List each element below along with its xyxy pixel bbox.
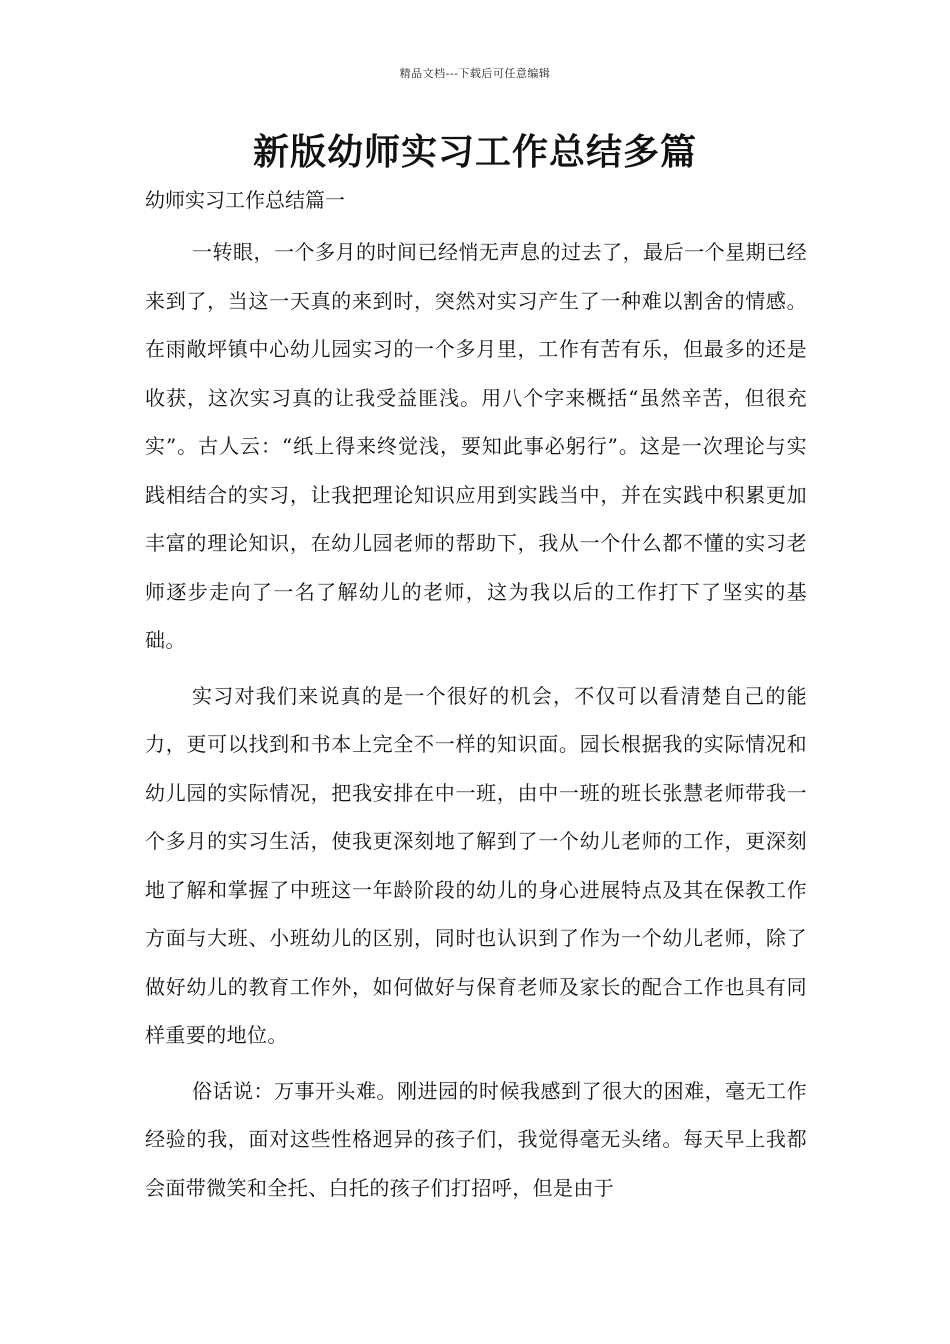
paragraph-1: 一转眼，一个多月的时间已经悄无声息的过去了，最后一个星期已经来到了，当这一天真的来到时，突然对实习产生了一种难以割舍的情感。在雨敞坪镇中心幼儿园实习的一个多月里，工作有苦有乐，但最多的还是收获，这次实习真的让我受益匪浅。用八个字来概括“虽然辛苦，但很充实”。古人云：“纸上得来终觉浅，要知此事必躬行”。这是一次理论与实践相结合的实习，让我把理论知识应用到实践当中，并在实践中积累更加丰富的理论知识，在幼儿园老师的帮助下，我从一个什么都不懂的实习老师逐步走向了一名了解幼儿的老师，这为我以后的工作打下了坚实的基础。 bbox=[145, 240, 807, 652]
paragraph-2: 实习对我们来说真的是一个很好的机会，不仅可以看清楚自己的能力，更可以找到和书本上完全不一样的知识面。园长根据我的实际情况和幼儿园的实际情况，把我安排在中一班，由中一班的班长张慧老师带我一个多月的实习生活，使我更深刻地了解到了一个幼儿老师的工作，更深刻地了解和掌握了中班这一年龄阶段的幼儿的身心进展特点及其在保教工作方面与大班、小班幼儿的区别，同时也认识到了作为一个幼儿老师，除了做好幼儿的教育工作外，如何做好与保育老师及家长的配合工作也具有同样重要的地位。 bbox=[145, 683, 807, 1047]
body-text bbox=[145, 228, 807, 1219]
document-title: 新版幼师实习工作总结多篇 bbox=[252, 131, 697, 173]
header-note: 精品文档---下载后可任意编辑 bbox=[399, 67, 551, 80]
paragraph-3: 俗话说：万事开头难。刚进园的时候我感到了很大的困难，毫无工作经验的我，面对这些性格迥异的孩子们，我觉得毫无头绪。每天早上我都会面带微笑和全托、白托的孩子们打招呼，但是由于 bbox=[145, 1078, 807, 1200]
section-heading: 幼师实习工作总结篇一 bbox=[145, 188, 345, 212]
